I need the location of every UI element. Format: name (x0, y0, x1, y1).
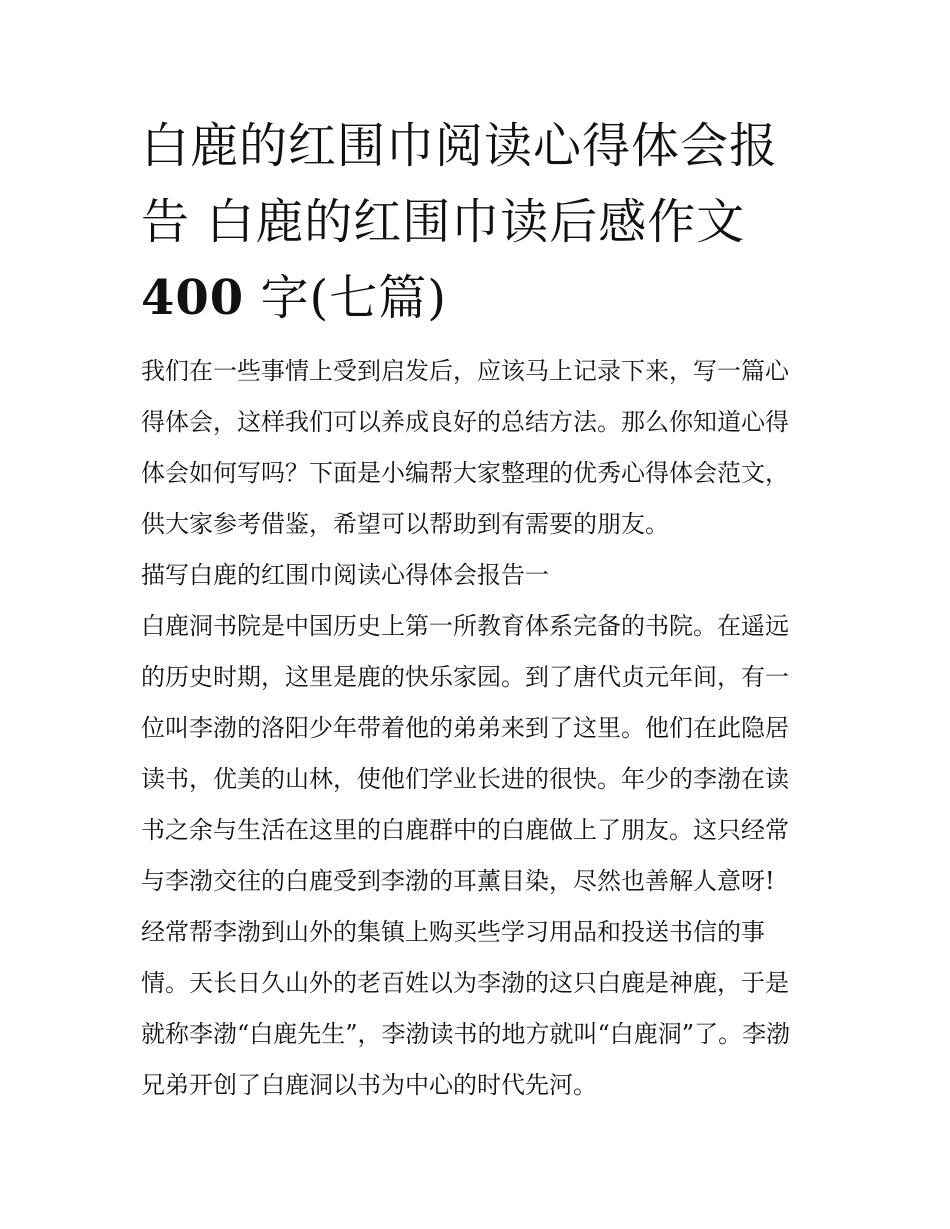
story-line-1: 白鹿洞书院是中国历史上第一所教育体系完备的书院。在遥远 (141, 612, 789, 640)
story-line-7: 经常帮李渤到山外的集镇上购买些学习用品和投送书信的事 (141, 918, 765, 946)
story-line-10: 兄弟开创了白鹿洞以书为中心的时代先河。 (141, 1071, 597, 1099)
title-suffix: 字(七篇) (244, 270, 447, 326)
story-line-4: 读书，优美的山林，使他们学业长进的很快。年少的李渤在读 (141, 765, 789, 793)
story-line-5: 书之余与生活在这里的白鹿群中的白鹿做上了朋友。这只经常 (141, 816, 789, 844)
document-page (141, 108, 813, 1111)
title-number: 400 (141, 270, 245, 326)
story-line-9: 就称李渤“白鹿先生”，李渤读书的地方就叫“白鹿洞”了。李渤 (141, 1020, 791, 1048)
story-line-2: 的历史时期，这里是鹿的快乐家园。到了唐代贞元年间，有一 (141, 663, 789, 691)
title-line-2: 告 白鹿的红围巾读后感作文 (141, 194, 746, 250)
title-line-3 (141, 260, 813, 336)
title-line-1: 白鹿的红围巾阅读心得体会报 (141, 118, 779, 174)
intro-line-4: 供大家参考借鉴，希望可以帮助到有需要的朋友。 (141, 510, 669, 538)
story-line-3: 位叫李渤的洛阳少年带着他的弟弟来到了这里。他们在此隐居 (141, 714, 789, 742)
document-title (141, 108, 813, 336)
intro-paragraph (141, 346, 813, 550)
section-heading (141, 550, 813, 601)
story-line-8: 情。天长日久山外的老百姓以为李渤的这只白鹿是神鹿，于是 (141, 969, 789, 997)
intro-line-2: 得体会，这样我们可以养成良好的总结方法。那么你知道心得 (141, 408, 789, 436)
section-heading-text: 描写白鹿的红围巾阅读心得体会报告一 (141, 561, 549, 589)
document-body (141, 346, 813, 1111)
intro-line-3: 体会如何写吗？下面是小编帮大家整理的优秀心得体会范文， (141, 459, 789, 487)
story-line-6: 与李渤交往的白鹿受到李渤的耳薰目染，尽然也善解人意呀! (141, 867, 775, 895)
story-paragraph (141, 601, 813, 1111)
intro-line-1: 我们在一些事情上受到启发后，应该马上记录下来，写一篇心 (141, 357, 789, 385)
